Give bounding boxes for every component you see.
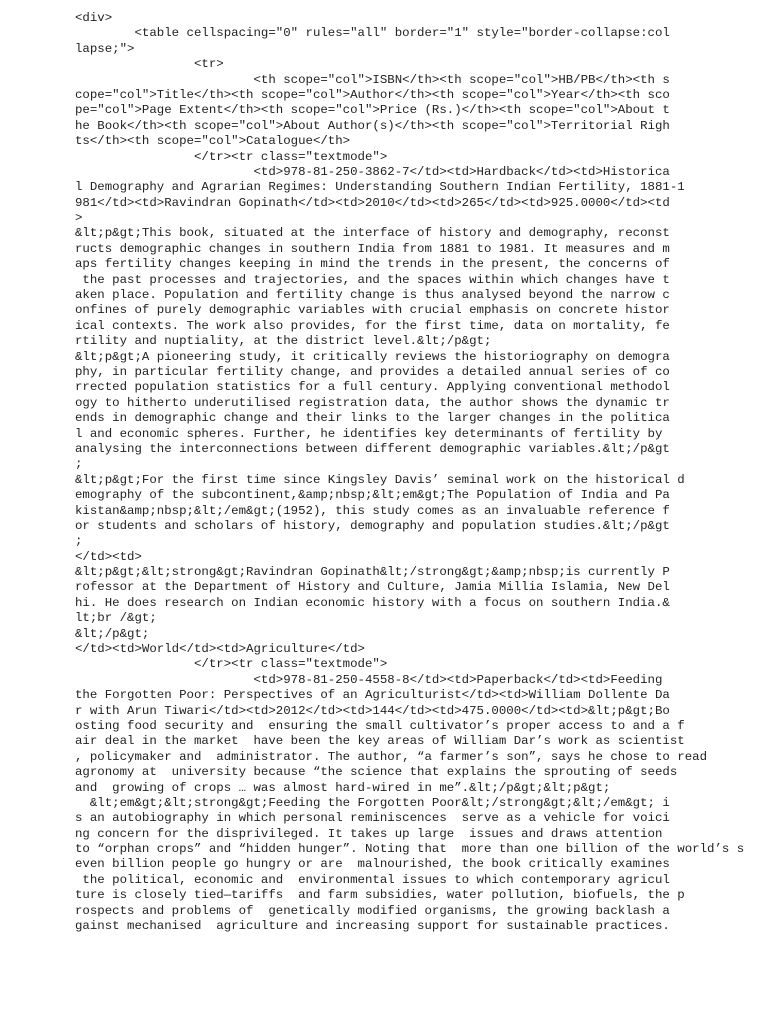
source-line: </tr><tr class="textmode"> <box>75 657 388 672</box>
source-line: </td><td>World</td><td>Agriculture</td> <box>75 642 365 657</box>
source-line: &lt;/p&gt; <box>75 626 150 641</box>
source-line: rospects and problems of genetically modified organisms, the growing backlash a <box>75 903 670 918</box>
source-line: onfines of purely demographic variables with crucial emphasis on concrete histor <box>75 303 670 318</box>
source-line: &lt;p&gt;For the first time since Kingsley Davis’ seminal work on the historical d <box>75 472 685 487</box>
source-line: ts</th><th scope="col">Catalogue</th> <box>75 134 351 149</box>
source-line: pe="col">Page Extent</th><th scope="col">Price (Rs.)</th><th scope="col">About t <box>75 103 670 118</box>
source-line: lapse;"> <box>75 41 135 56</box>
source-line: 981</td><td>Ravindran Gopinath</td><td>2010</td><td>265</td><td>925.0000</td><td <box>75 195 670 210</box>
source-line: rtility and nuptiality, at the district level.&lt;/p&gt; <box>75 334 492 349</box>
source-line: ng concern for the disprivileged. It takes up large issues and draws attention <box>75 826 663 841</box>
source-line: the political, economic and environmental issues to which contemporary agricul <box>75 872 670 887</box>
source-line: aps fertility changes keeping in mind the trends in the present, the concerns of <box>75 257 670 272</box>
source-line: ; <box>75 457 83 472</box>
source-line: &lt;p&gt;&lt;strong&gt;Ravindran Gopinath&lt;/strong&gt;&amp;nbsp;is currently P <box>75 565 670 580</box>
source-line: kistan&amp;nbsp;&lt;/em&gt;(1952), this study comes as an invaluable reference f <box>75 503 670 518</box>
source-line: &lt;em&gt;&lt;strong&gt;Feeding the Forgotten Poor&lt;/strong&gt;&lt;/em&gt; i <box>75 795 670 810</box>
source-line: he Book</th><th scope="col">About Author(s)</th><th scope="col">Territorial Righ <box>75 118 670 133</box>
source-line: hi. He does research on Indian economic history with a focus on southern India.& <box>75 595 670 610</box>
source-line: rofessor at the Department of History and Culture, Jamia Millia Islamia, New Del <box>75 580 670 595</box>
source-line: gainst mechanised agriculture and increasing support for sustainable practices. <box>75 919 670 934</box>
source-line: <td>978-81-250-4558-8</td><td>Paperback</td><td>Feeding <box>75 672 663 687</box>
source-line: s an autobiography in which personal reminiscences serve as a vehicle for voici <box>75 811 670 826</box>
source-line: <tr> <box>75 57 224 72</box>
source-line: ical contexts. The work also provides, for the first time, data on mortality, fe <box>75 318 670 333</box>
source-line: analysing the interconnections between different demographic variables.&lt;/p&gt <box>75 441 670 456</box>
source-line: the past processes and trajectories, and the spaces within which changes have t <box>75 272 670 287</box>
source-line: , policymaker and administrator. The author, “a farmer’s son”, says he chose to read <box>75 749 708 764</box>
source-line: ; <box>75 534 83 549</box>
source-line: to “orphan crops” and “hidden hunger”. Noting that more than one billion of the world’s s <box>75 842 745 857</box>
source-line: &lt;p&gt;This book, situated at the interface of history and demography, reconst <box>75 226 670 241</box>
source-line: <table cellspacing="0" rules="all" border="1" style="border-collapse:col <box>75 26 670 41</box>
source-line: aken place. Population and fertility change is thus analysed beyond the narrow c <box>75 288 670 303</box>
source-line: air deal in the market have been the key areas of William Dar’s work as scientist <box>75 734 685 749</box>
source-line: or students and scholars of history, demography and population studies.&lt;/p&gt <box>75 518 670 533</box>
source-line: cope="col">Title</th><th scope="col">Author</th><th scope="col">Year</th><th sco <box>75 87 670 102</box>
source-line: l and economic spheres. Further, he identifies key determinants of fertility by <box>75 426 663 441</box>
source-line: osting food security and ensuring the small cultivator’s proper access to and a f <box>75 718 685 733</box>
source-line: rrected population statistics for a full century. Applying conventional methodol <box>75 380 670 395</box>
source-line: phy, in particular fertility change, and provides a detailed annual series of co <box>75 364 670 379</box>
source-line: <div> <box>75 11 113 25</box>
source-line: l Demography and Agrarian Regimes: Understanding Southern Indian Fertility, 1881-1 <box>75 180 685 195</box>
source-line: > <box>75 211 83 226</box>
source-line: <td>978-81-250-3862-7</td><td>Hardback</td><td>Historica <box>75 164 670 179</box>
source-line: agronomy at university because “the science that explains the sprouting of seeds <box>75 765 678 780</box>
source-line: ends in demographic change and their links to the larger changes in the politica <box>75 411 670 426</box>
source-line: <th scope="col">ISBN</th><th scope="col">HB/PB</th><th s <box>75 72 670 87</box>
source-line: ogy to hitherto underutilised registration data, the author shows the dynamic tr <box>75 395 670 410</box>
html-source-text <box>75 11 744 934</box>
source-line: even billion people go hungry or are malnourished, the book critically examines <box>75 857 670 872</box>
source-line: and growing of crops … was almost hard-wired in me”.&lt;/p&gt;&lt;p&gt; <box>75 780 611 795</box>
source-line: </td><td> <box>75 549 142 564</box>
source-line: </tr><tr class="textmode"> <box>75 149 388 164</box>
source-line: ture is closely tied—tariffs and farm subsidies, water pollution, biofuels, the p <box>75 888 685 903</box>
source-line: ructs demographic changes in southern India from 1881 to 1981. It measures and m <box>75 241 670 256</box>
source-line: lt;br /&gt; <box>75 611 157 626</box>
source-line: &lt;p&gt;A pioneering study, it critically reviews the historiography on demogra <box>75 349 670 364</box>
source-line: emography of the subcontinent,&amp;nbsp;&lt;em&gt;The Population of India and Pa <box>75 488 670 503</box>
source-line: r with Arun Tiwari</td><td>2012</td><td>144</td><td>475.0000</td><td>&lt;p&gt;Bo <box>75 703 670 718</box>
source-line: the Forgotten Poor: Perspectives of an Agriculturist</td><td>William Dollente Da <box>75 688 670 703</box>
